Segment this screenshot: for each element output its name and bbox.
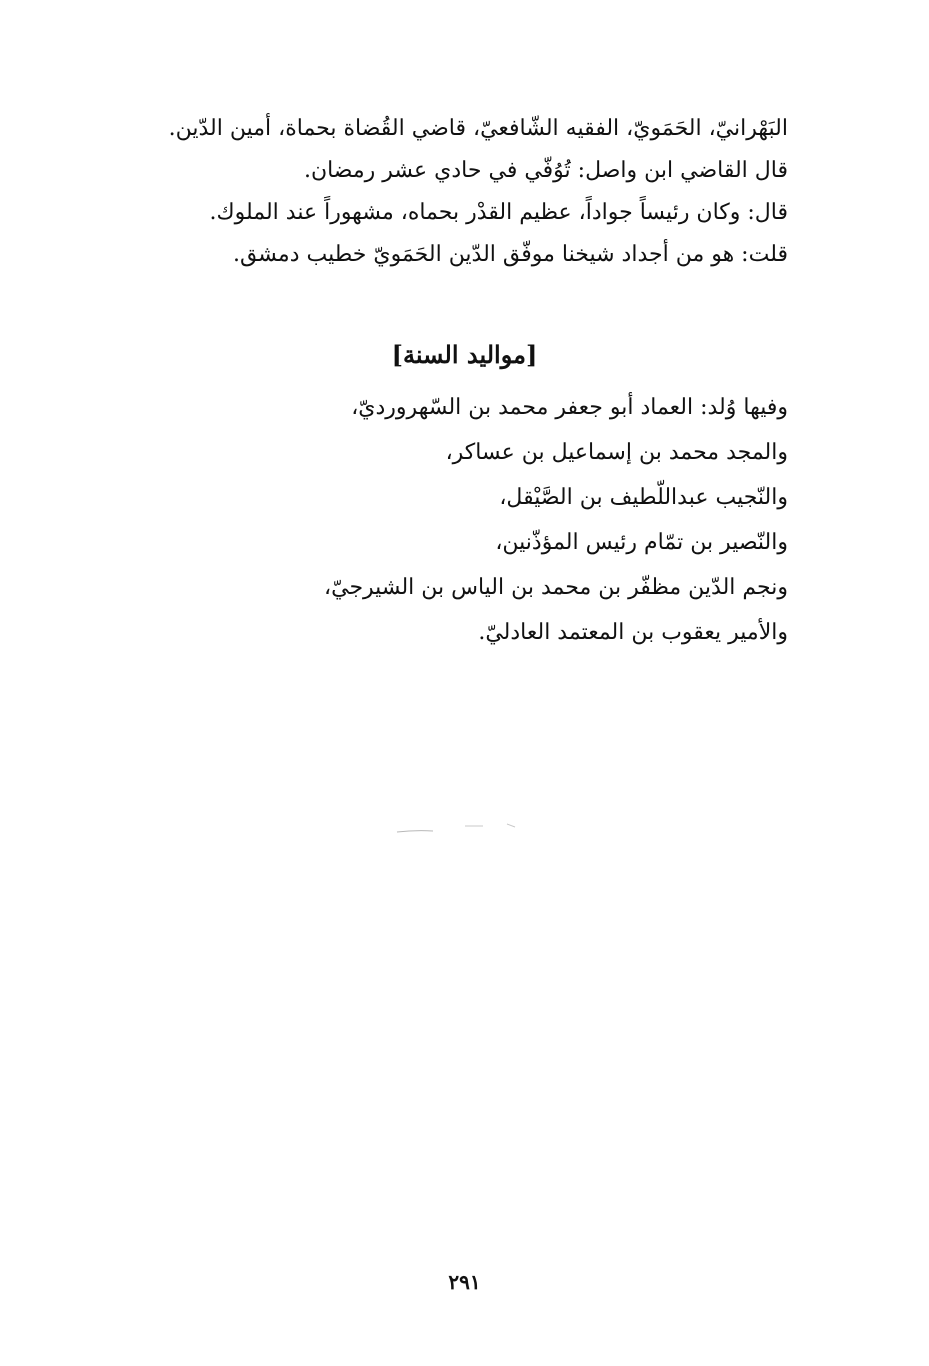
births-line: والأمير يعقوب بن المعتمد العادليّ.	[478, 620, 788, 645]
births-line: والمجد محمد بن إسماعيل بن عساكر،	[445, 440, 788, 465]
births-line: وفيها وُلد: العماد أبو جعفر محمد بن السّهرورديّ،	[351, 395, 788, 420]
scan-mark	[395, 823, 520, 835]
births-line: والنّصير بن تمّام رئيس المؤذّنين،	[495, 530, 788, 555]
top-text-block	[128, 0, 788, 300]
paragraph-line-1: البَهْرانيّ، الحَمَويّ، الفقيه الشّافعيّ، قاضي القُضاة بحماة، أمين الدّين.	[168, 116, 788, 141]
paragraph-line-4: قلت: هو من أجداد شيخنا موفّق الدّين الحَمَويّ خطيب دمشق.	[232, 242, 788, 267]
births-line: ونجم الدّين مظفّر بن محمد بن الياس بن الشيرجيّ،	[324, 575, 788, 600]
section-title: [مواليد السنة]	[391, 340, 538, 369]
paragraph-line-3: قال: وكان رئيساً جواداً، عظيم القدْر بحماه، مشهوراً عند الملوك.	[209, 200, 788, 225]
births-line: والنّجيب عبداللّطيف بن الصَّيْقل،	[499, 485, 788, 510]
paragraph-line-2: قال القاضي ابن واصل: تُوُفّي في حادي عشر رمضان.	[303, 158, 788, 183]
births-list	[324, 395, 788, 665]
page-number: ٢٩١	[448, 1270, 481, 1294]
